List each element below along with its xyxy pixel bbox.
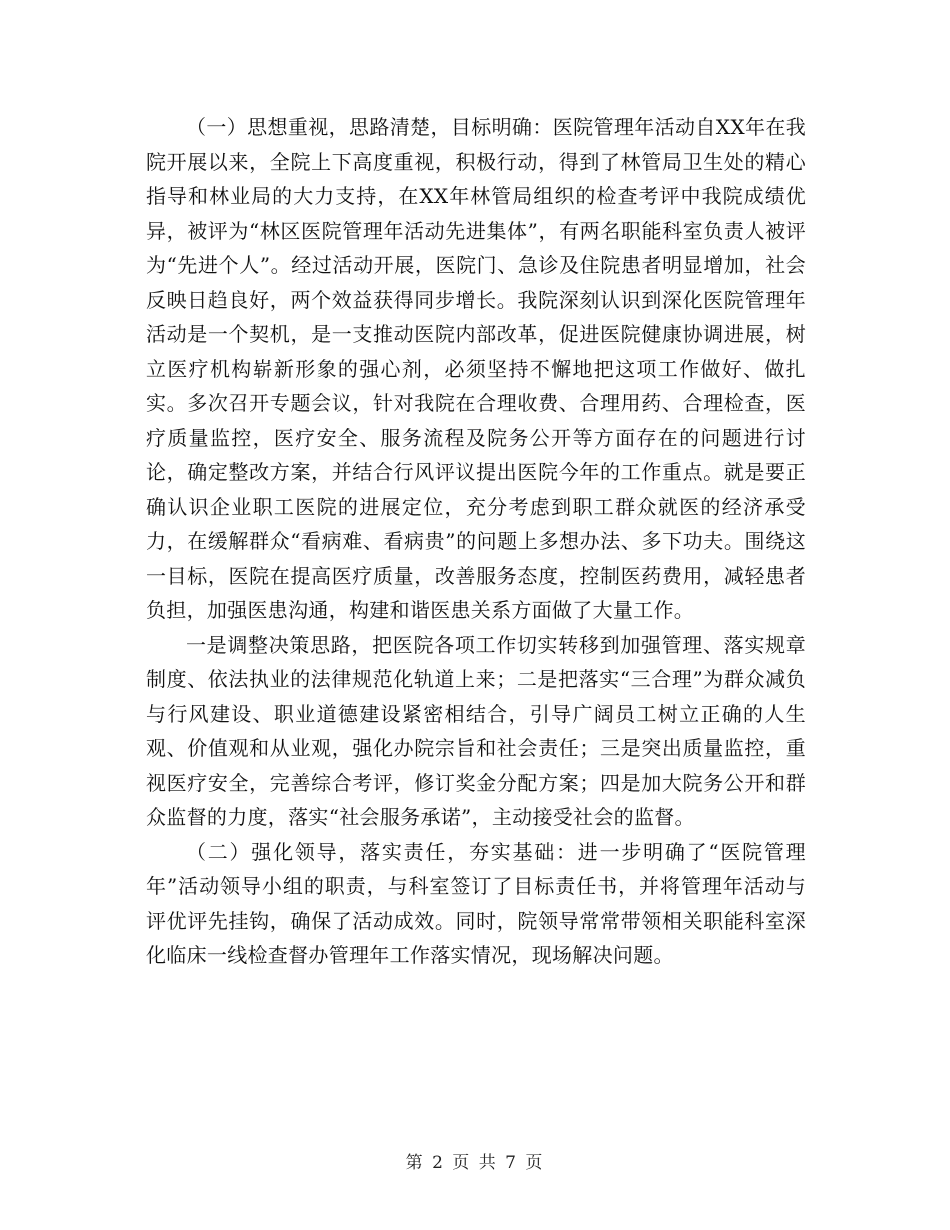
paragraph-2: 一是调整决策思路，把医院各项工作切实转移到加强管理、落实规章制度、依法执业的法律规范化轨道上来；二是把落实“三合理”为群众减负与行风建设、职业道德建设紧密相结合，引导广阔员工树立正确的人生观、价值观和从业观，强化办院宗旨和社会责任；三是突出质量监控，重视医疗安全，完善综合考评，修订奖金分配方案；四是加大院务公开和群众监督的力度，落实“社会服务承诺”，主动接受社会的监督。 (146, 632, 806, 829)
paragraph-1: （一）思想重视，思路清楚，目标明确：医院管理年活动自XX年在我院开展以来，全院上下高度重视，积极行动，得到了林管局卫生处的精心指导和林业局的大力支持，在XX年林管局组织的检查考评中我院成绩优异，被评为“林区医院管理年活动先进集体”，有两名职能科室负责人被评为“先进个人”。经过活动开展，医院门、急诊及住院患者明显增加，社会反映日趋良好，两个效益获得同步增长。我院深刻认识到深化医院管理年活动是一个契机，是一支推动医院内部改革，促进医院健康协调进展，树立医疗机构崭新形象的强心剂，必须坚持不懈地把这项工作做好、做扎实。多次召开专题会议，针对我院在合理收费、合理用药、合理检查，医疗质量监控，医疗安全、服务流程及院务公开等方面存在的问题进行讨论，确定整改方案，并结合行风评议提出医院今年的工作重点。就是要正确认识企业职工医院的进展定位，充分考虑到职工群众就医的经济承受力，在缓解群众“看病难、看病贵”的问题上多想办法、多下功夫。围绕这一目标，医院在提高医疗质量，改善服务态度，控制医药费用，减轻患者负担，加强医患沟通，构建和谐医患关系方面做了大量工作。 (146, 115, 806, 622)
document-body (146, 110, 806, 973)
page-number-footer: 第 2 页 共 7 页 (405, 1153, 545, 1173)
paragraph-3: （二）强化领导，落实责任，夯实基础：进一步明确了“医院管理年”活动领导小组的职责，与科室签订了目标责任书，并将管理年活动与评优评先挂钩，确保了活动成效。同时，院领导常常带领相关职能科室深化临床一线检查督办管理年工作落实情况，现场解决问题。 (146, 839, 806, 967)
